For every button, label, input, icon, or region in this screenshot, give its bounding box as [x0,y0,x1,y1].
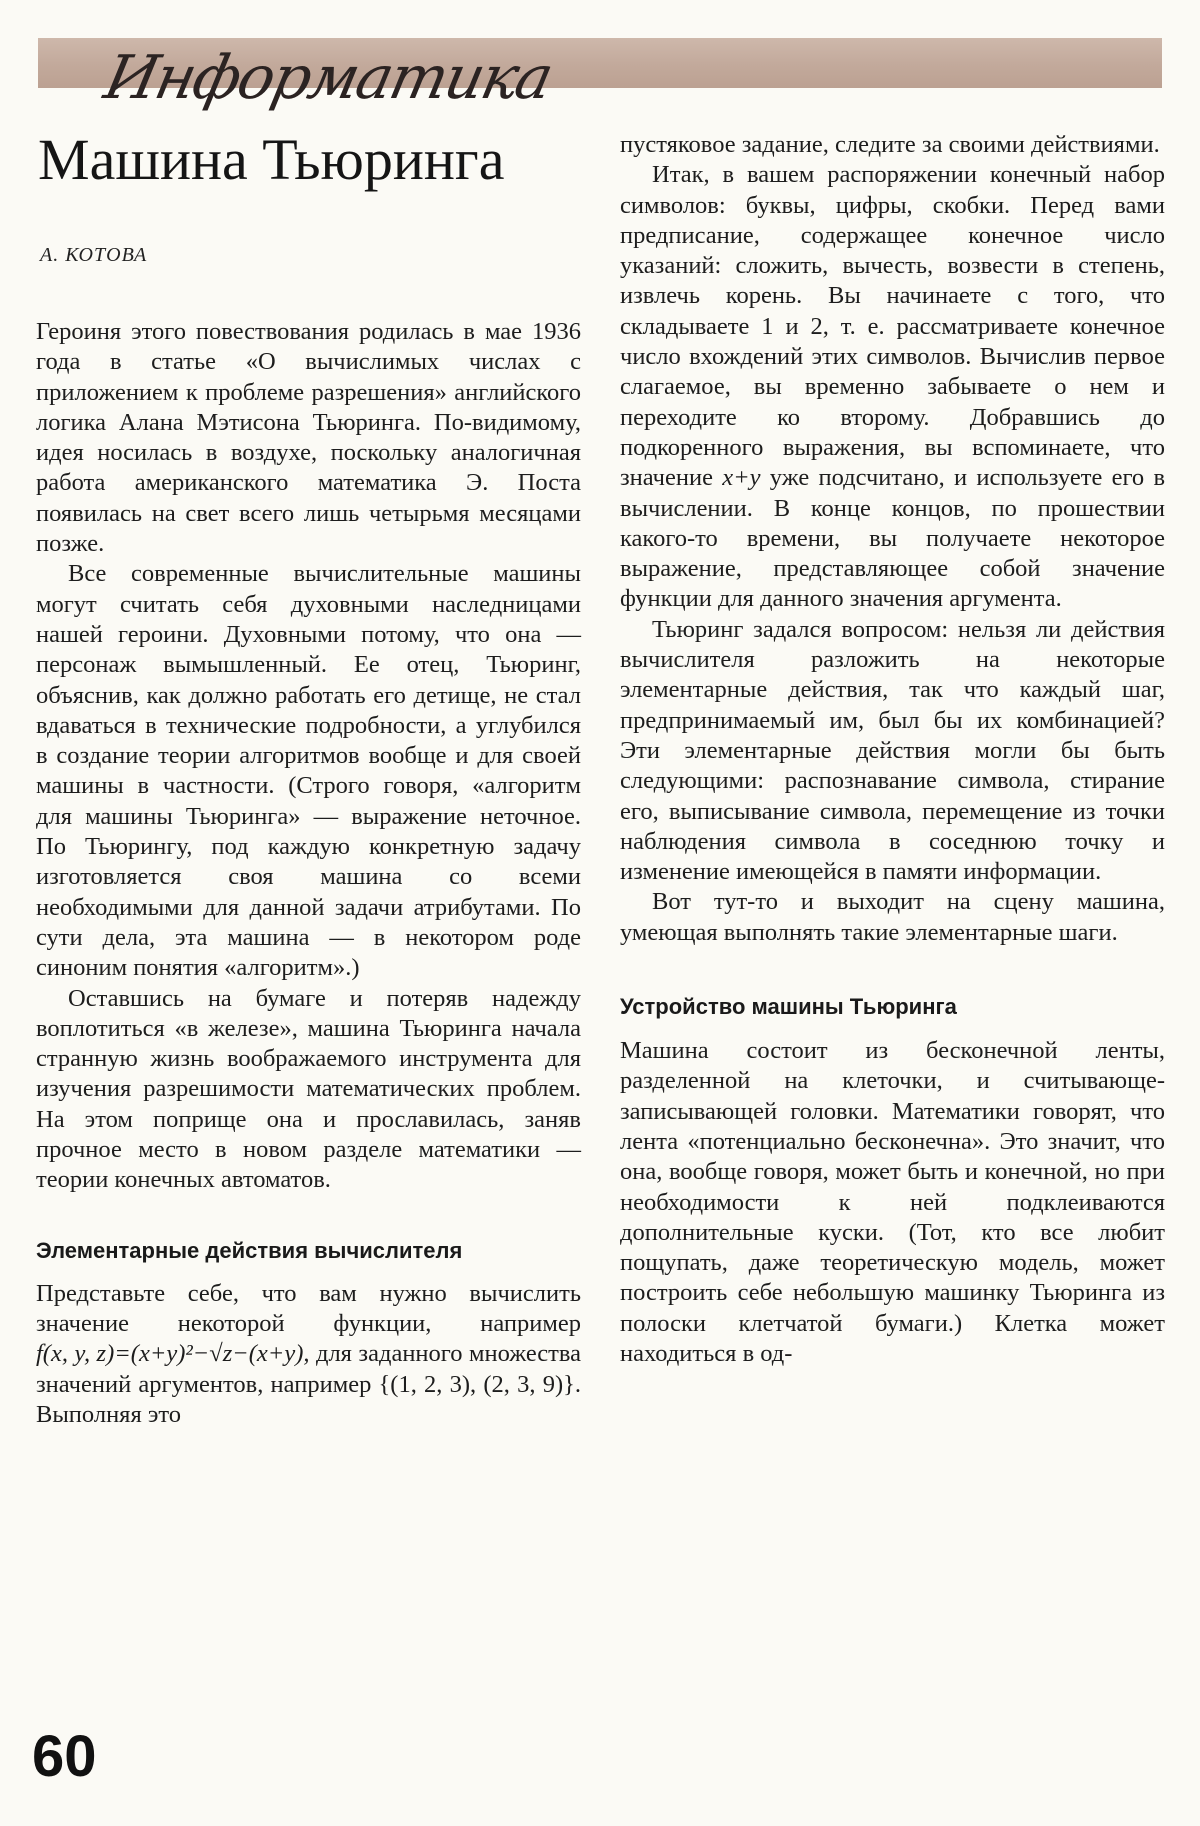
section-label: Информатика [98,43,558,113]
function-formula: f(x, y, z)=(x+y)²−√z−(x+y), [36,1340,310,1368]
right-paragraph-3: Тьюринг задался вопросом: нельзя ли действия вычислителя разложить на некоторые элементарные действия, так что каждый шаг, предпринимаемый им, был бы их комбинацией? Эти элементарные действия могли бы быть следующими: распознавание символа, стирание его, выписывание символа, перемещение из точки наблюдения символа в соседнюю точку и изменение имеющейся в памяти информации. [620,615,1165,886]
elementary-paragraph-1 [36,1279,581,1430]
heading-device: Устройство машины Тьюринга [620,994,957,1020]
intro-paragraph-2: Все современные вычислительные машины могут считать себя духовными наследницами нашей героини. Духовными потому, что она — персонаж вымышленный. Ее отец, Тьюринг, объяснив, как должно работать его детище, не стал вдаваться в технические подробности, а углубился в создание теории алгоритмов вообще и для своей машины в частности. (Строго говоря, «алгоритм для машины Тьюринга» — выражение неточное. По Тьюрингу, под каждую конкретную задачу изготовляется своя машина со всеми необходимыми для данной задачи атрибутами. По сути дела, эта машина — в некотором роде синоним понятия «алгоритм».) [36,560,581,982]
page-number: 60 [32,1724,97,1789]
article-title: Машина Тьюринга [38,127,505,192]
device-paragraph: Машина состоит из бесконечной ленты, разделенной на клеточки, и считывающе-записывающей головки. Математики говорят, что лента «потенциально бесконечна». Это значит, что она, вообще говоря, может быть и конечной, но при необходимости к ней подклеиваются дополнительные куски. (Тот, кто все любит пощупать, даже теоретическую модель, может построить себе небольшую машинку Тьюринга из полоски клетчатой бумаги.) Клетка может находиться в од- [620,1037,1165,1367]
left-column [36,317,581,1430]
intro-paragraph-1: Героиня этого повествования родилась в мае 1936 года в статье «О вычислимых числах с приложением к проблеме разрешения» английского логика Алана Мэтисона Тьюринга. По-видимому, идея носилась в воздухе, поскольку аналогичная работа американского математика Э. Поста появилась на свет всего лишь четырьмя месяцами позже. [36,318,581,558]
p2-text-a: Итак, в вашем распоряжении конечный набор символов: буквы, цифры, скобки. Перед вами предписание, содержащее конечное число указаний: сложить, вычесть, возвести в степень, извлечь корень. Вы начинаете с того, что складываете 1 и 2, т. е. рассматриваете конечное число вхождений этих символов. Вычислив первое слагаемое, вы временно забываете о нем и переходите ко второму. Добравшись до подкоренного выражения, вы вспоминаете, что значение [620,161,1165,492]
right-paragraph-2 [620,160,1165,614]
right-paragraph-4: Вот тут-то и выходит на сцену машина, умеющая выполнять такие элементарные шаги. [620,888,1165,946]
intro-paragraph-3: Оставшись на бумаге и потеряв надежду воплотиться «в железе», машина Тьюринга начала странную жизнь воображаемого инструмента для изучения разрешимости математических проблем. На этом поприще она и прославилась, заняв прочное место в новом разделе математики — теории конечных автоматов. [36,984,581,1194]
elementary-text-a: Представьте себе, что вам нужно вычислить значение некоторой функции, например [36,1279,581,1337]
section-banner [38,38,1162,113]
article-author: А. КОТОВА [40,244,148,266]
elementary-text-b: для заданного множества значений аргументов, например {(1, 2, 3), (2, 3, 9)}. Выполняя это [36,1340,581,1428]
continuation-paragraph: пустяковое задание, следите за своими действиями. [620,131,1160,158]
right-column [620,130,1165,1369]
heading-elementary-actions: Элементарные действия вычислителя [36,1237,463,1263]
xy-formula: x+y [722,464,761,492]
p2-text-b: уже подсчитано, и используете его в вычислении. В конце концов, по прошествии какого-то времени, вы получаете некоторое выражение, представляющее собой значение функции для данного значения аргумента. [620,464,1166,613]
